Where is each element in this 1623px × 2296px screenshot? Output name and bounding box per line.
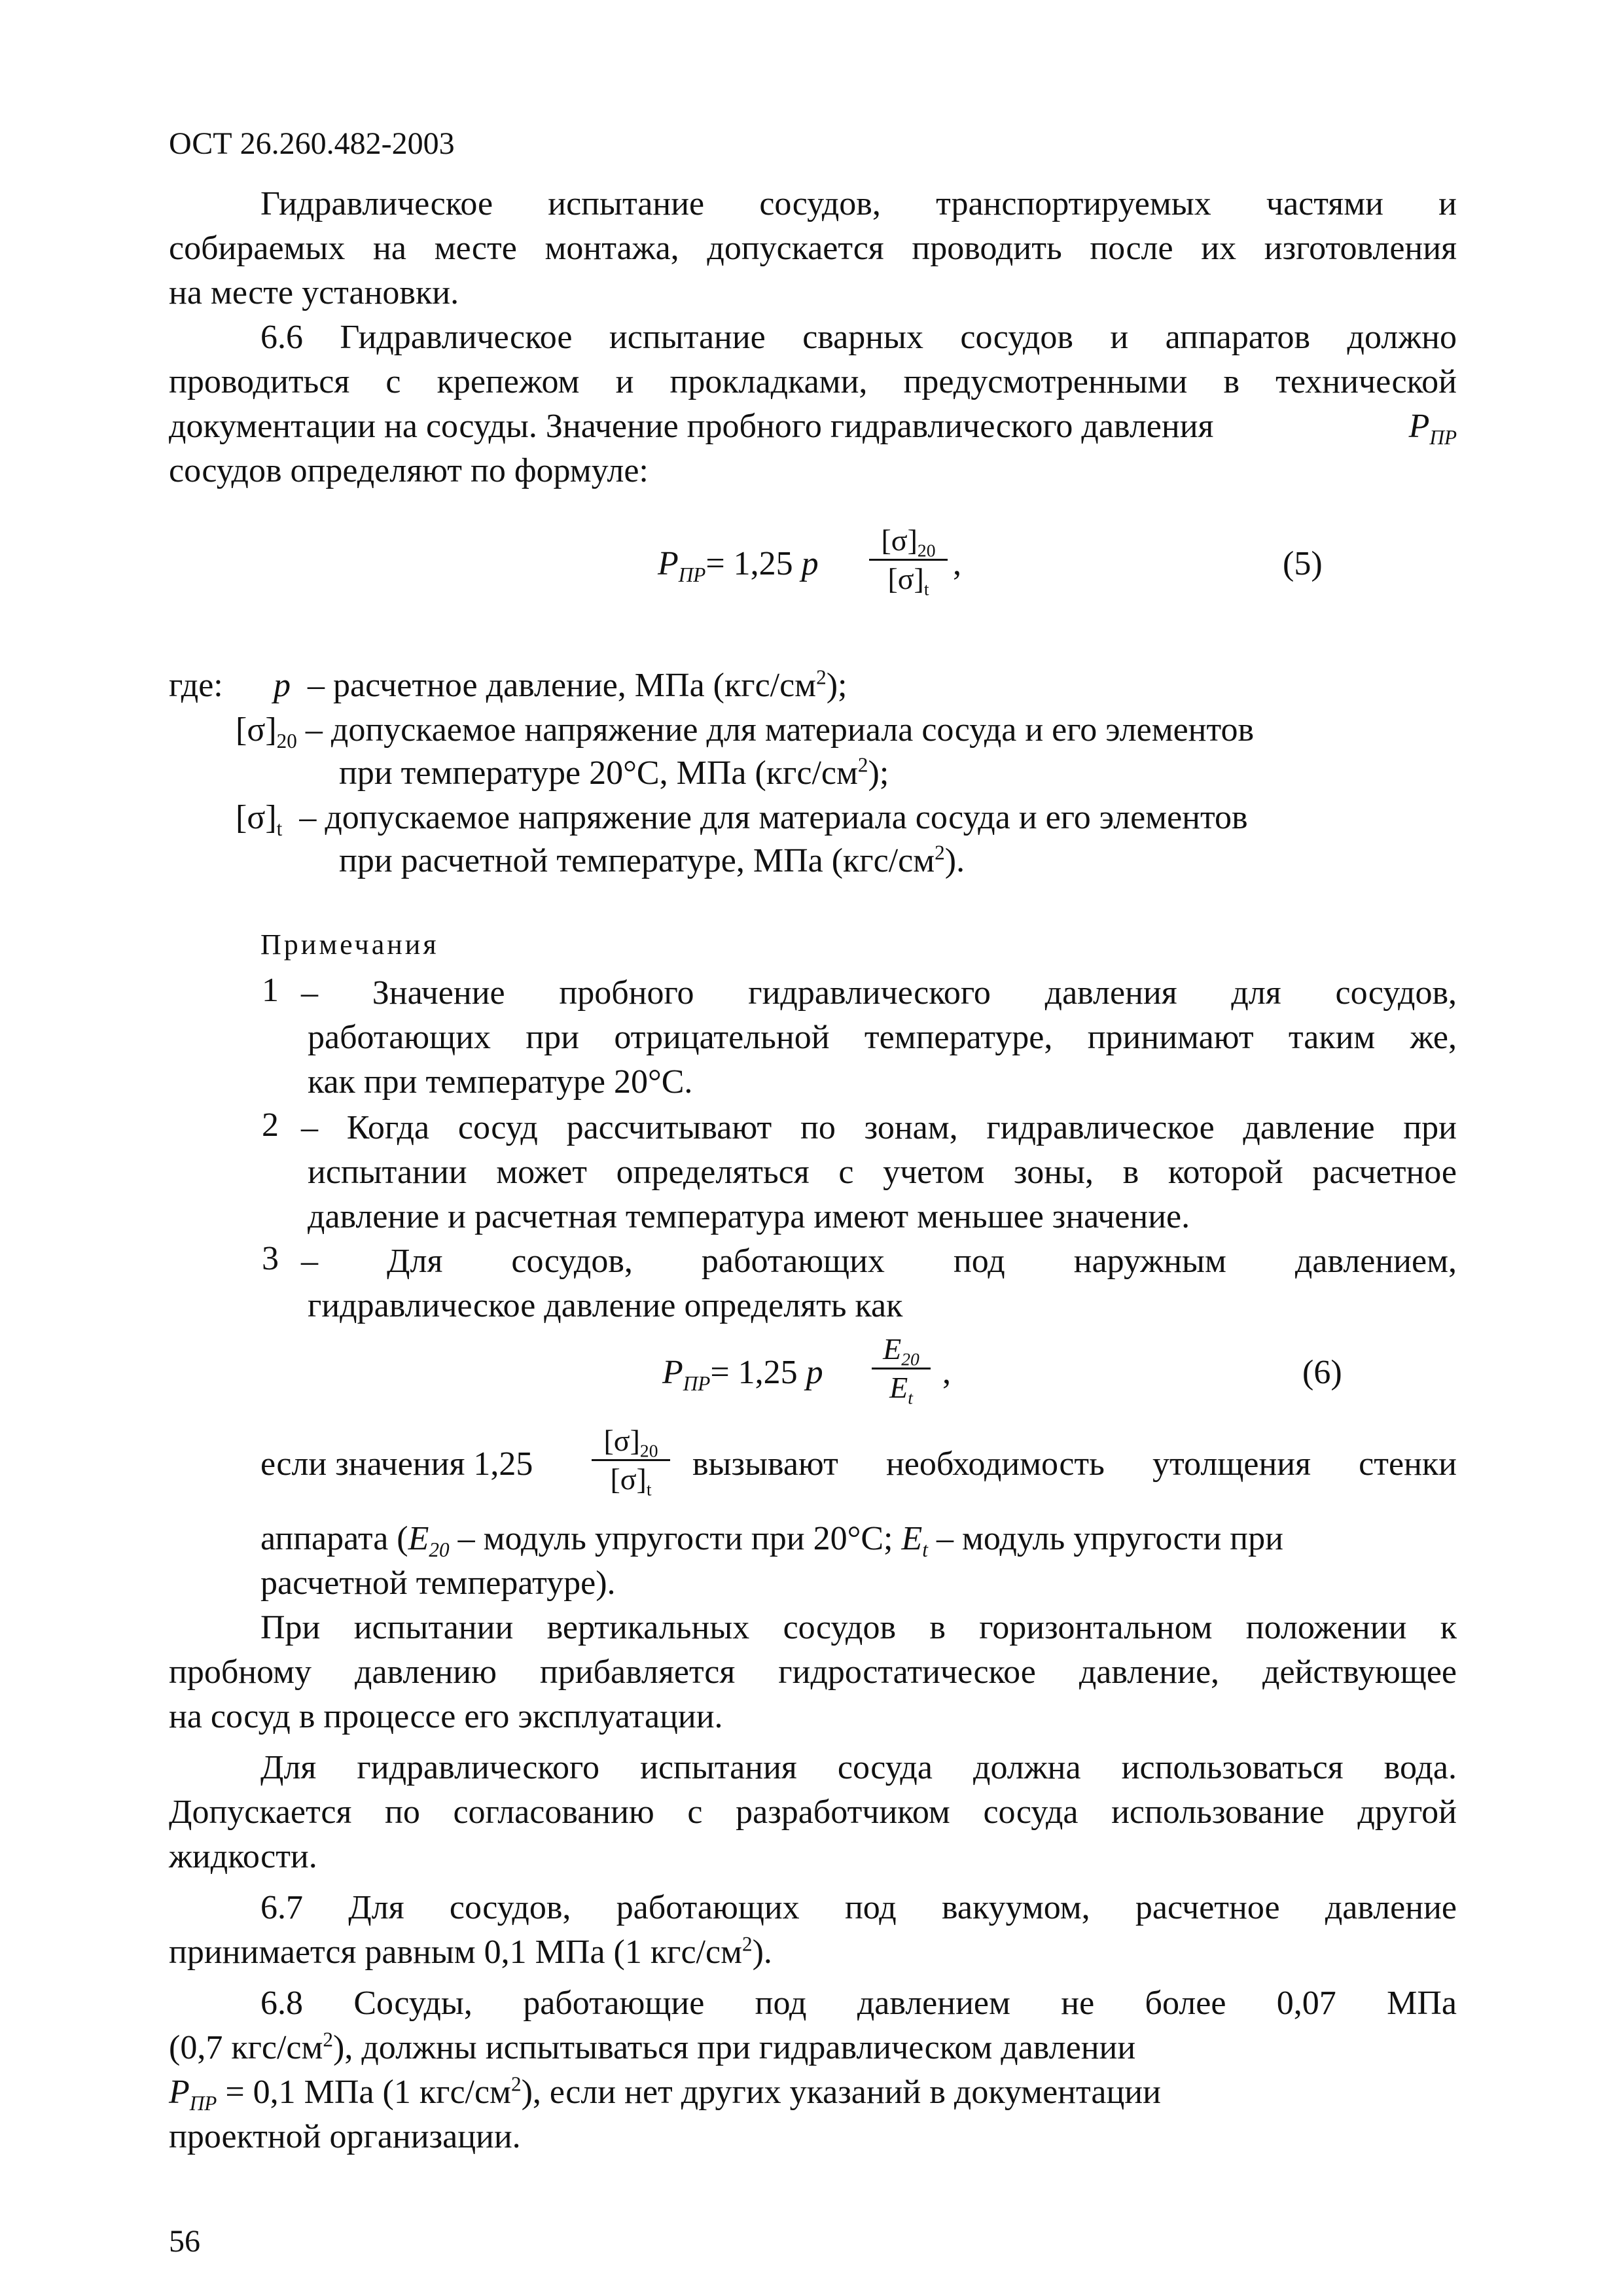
where-p: p – расчетное давление, МПа $(кгс/см^2)$;: [274, 665, 847, 704]
apparatus-line2: расчетной температуре).: [260, 1564, 616, 1602]
where-s20: $[\sigma]_{20}$ – допускаемое напряжение для материала сосуда и его элементов: [236, 711, 1255, 752]
para3-line2: пробному давлению прибавляется гидростатическое давление, действующее: [169, 1653, 1457, 1691]
para6-line4: проектной организации.: [169, 2118, 521, 2155]
note-1-line3: как при температуре 20°С.: [308, 1063, 693, 1101]
where-s20-cont: при температуре 20°С, МПа $(кгс/см^2)$;: [339, 753, 889, 792]
para2-line3: [169, 404, 1457, 449]
para4-line1: Для гидравлического испытания сосуда должна использоваться вода.: [260, 1749, 1457, 1786]
note-2-number: 2: [262, 1106, 279, 1144]
formula-6-denominator: $E_t$: [889, 1371, 913, 1408]
formula-6-comma: ,: [942, 1354, 951, 1391]
if-line-fraction: [592, 1424, 670, 1500]
para3-line3: на сосуд в процессе его эксплуатации.: [169, 1698, 723, 1735]
where-label: где:: [169, 667, 223, 704]
note-3-number: 3: [262, 1240, 279, 1277]
formula-5-number: (5): [1283, 545, 1323, 582]
if-line-denominator: $[\sigma]_t$: [610, 1462, 652, 1500]
formula-5-comma: ,: [953, 545, 961, 582]
formula-6-fraction: [872, 1332, 931, 1408]
where-st-cont: при расчетной температуре, МПа $(кгс/см^2)$.: [339, 841, 965, 879]
fraction-bar: [592, 1459, 670, 1461]
para1-line1: Гидравлическое испытание сосудов, транспортируемых частями и: [260, 185, 1457, 222]
para2-line4: сосудов определяют по формуле:: [169, 452, 649, 489]
formula-6-number: (6): [1302, 1354, 1342, 1391]
note-1-number: 1: [262, 972, 279, 1009]
formula-5-denominator: $[\sigma]_t$: [887, 562, 929, 599]
apparatus-line1-a: аппарата ($E_{20}$ – модуль упругости при 20°С; $E_t$ – модуль упругости при: [260, 1520, 1283, 1561]
if-line-numerator: $[\sigma]_{20}$: [603, 1424, 658, 1461]
ppr-symbol: $P_{ПР}$: [1408, 408, 1457, 449]
para6-line2-a: (0,7 кгс/$см^2$), должны испытываться при гидравлическом давлении: [169, 2028, 1136, 2066]
note-1-line2: работающих при отрицательной температуре, принимают таким же,: [308, 1019, 1457, 1056]
notes-title: Примечания: [260, 928, 439, 961]
para5-line1: 6.7 Для сосудов, работающих под вакуумом, расчетное давление: [260, 1889, 1457, 1926]
document-code: ОСТ 26.260.482-2003: [169, 126, 455, 161]
note-1-line1: – Значение пробного гидравлического давления для сосудов,: [301, 974, 1457, 1012]
note-3-line2: гидравлическое давление определять как: [308, 1287, 903, 1324]
para1-line2: собираемых на месте монтажа, допускается проводить после их изготовления: [169, 230, 1457, 267]
formula-6-lhs: $P_{ПР}= 1,25$ p: [662, 1354, 823, 1395]
formula-6-numerator: $E_{20}$: [883, 1332, 919, 1369]
note-2-line1: – Когда сосуд рассчитывают по зонам, гидравлическое давление при: [301, 1109, 1457, 1146]
para4-line2: Допускается по согласованию с разработчиком сосуда использование другой: [169, 1793, 1457, 1831]
note-2-line2: испытании может определяться с учетом зоны, в которой расчетное: [308, 1154, 1457, 1191]
formula-5-lhs: $P_{ПР}= 1,25$ p: [658, 545, 819, 586]
apparatus-line1: [260, 1517, 1457, 1561]
note-2-line3: давление и расчетная температура имеют меньшее значение.: [308, 1198, 1190, 1235]
where-st: $[\sigma]_t$ – допускаемое напряжение для материала сосуда и его элементов: [236, 799, 1248, 840]
fraction-bar: [869, 559, 948, 561]
para2-line3-text: документации на сосуды. Значение пробного гидравлического давления: [169, 408, 1214, 445]
if-line-after: вызывают необходимость утолщения стенки: [692, 1445, 1457, 1483]
para2-line2: проводиться с крепежом и прокладками, предусмотренными в технической: [169, 363, 1457, 400]
formula-5-fraction: [869, 523, 948, 599]
page-number: 56: [169, 2224, 200, 2259]
para2-line1: 6.6 Гидравлическое испытание сварных сосудов и аппаратов должно: [260, 319, 1457, 356]
if-line-before: если значения 1,25: [260, 1445, 533, 1483]
para5-line2: принимается равным 0,1 МПа (1 кгс/$см^2$).: [169, 1932, 772, 1971]
formula-5-numerator: $[\sigma]_{20}$: [881, 523, 936, 561]
para4-line3: жидкости.: [169, 1838, 317, 1875]
para6-line3: $P_{ПР} = 0,1$ МПа (1 кгс/$см^2$), если нет других указаний в документации: [169, 2072, 1161, 2115]
note-3-line1: – Для сосудов, работающих под наружным давлением,: [301, 1243, 1457, 1280]
para1-line3: на месте установки.: [169, 274, 459, 311]
para6-line2: [169, 2026, 1457, 2070]
para3-line1: При испытании вертикальных сосудов в горизонтальном положении к: [260, 1609, 1457, 1646]
para6-line1: 6.8 Сосуды, работающие под давлением не более 0,07 МПа: [260, 1985, 1457, 2022]
